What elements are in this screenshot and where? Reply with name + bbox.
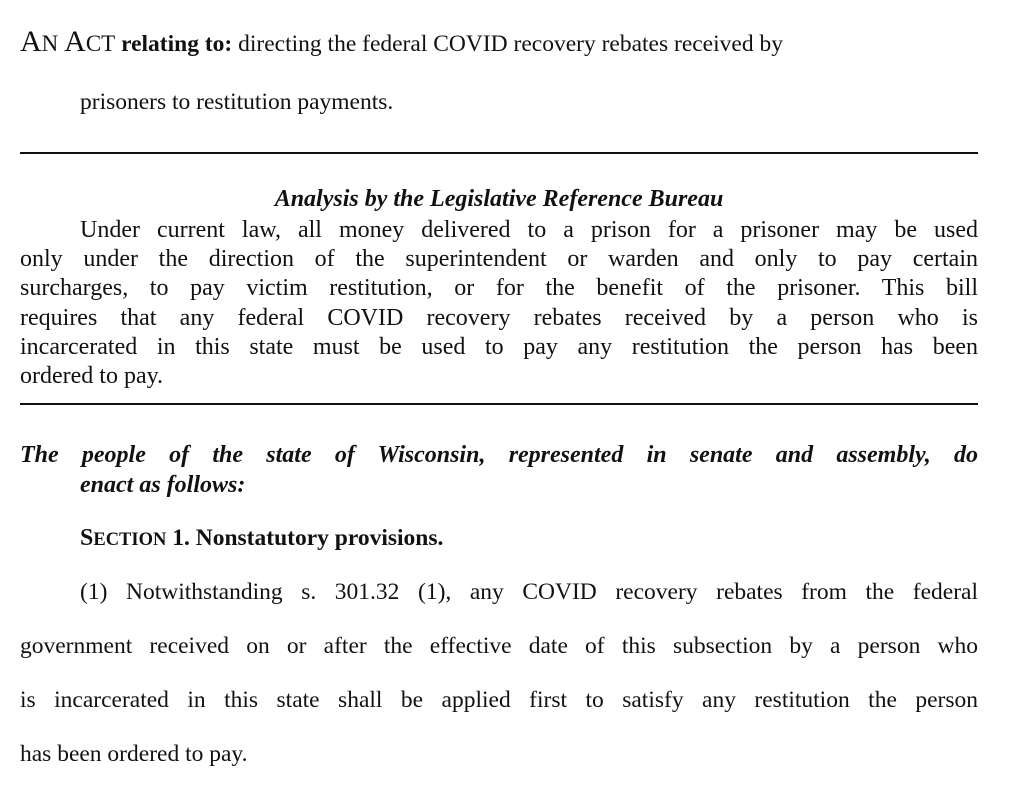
analysis-line: incarcerated in this state must be used to pay any restitution the person has been bbox=[20, 333, 978, 360]
section-heading bbox=[80, 521, 443, 557]
enacting-clause-line1: The people of the state of Wisconsin, represented in senate and assembly, do bbox=[20, 442, 978, 468]
title-text-line2: prisoners to restitution payments. bbox=[80, 89, 394, 115]
analysis-line: surcharges, to pay victim restitution, or for the benefit of the prisoner. This bill bbox=[20, 275, 978, 302]
section-word-rest: ECTION bbox=[93, 530, 167, 550]
an-word: AN bbox=[20, 25, 59, 58]
section-line: has been ordered to pay. bbox=[20, 741, 248, 767]
section-line: government received on or after the effective date of this subsection by a person who bbox=[20, 633, 978, 659]
section-line: is incarcerated in this state shall be applied first to satisfy any restitution the person bbox=[20, 687, 978, 713]
divider-bottom bbox=[20, 403, 978, 405]
section-number: 1. bbox=[172, 525, 190, 551]
analysis-heading: Analysis by the Legislative Reference Bureau bbox=[274, 186, 724, 212]
enacting-clause bbox=[20, 440, 978, 500]
section-line: (1) Notwithstanding s. 301.32 (1), any COVID recovery rebates from the federal bbox=[80, 579, 978, 605]
an-act-label bbox=[20, 25, 115, 58]
section-body bbox=[20, 574, 978, 790]
analysis-line: requires that any federal COVID recovery rebates received by a person who is bbox=[20, 304, 978, 331]
title-text-line1: directing the federal COVID recovery rebates received by bbox=[238, 31, 783, 57]
relating-to-label: relating to: bbox=[121, 31, 233, 57]
section-title: Nonstatutory provisions. bbox=[195, 525, 444, 551]
enacting-clause-line2: enact as follows: bbox=[80, 472, 246, 498]
divider-top bbox=[20, 152, 978, 154]
bill-title bbox=[20, 22, 978, 64]
section-word-initial: S bbox=[80, 525, 94, 551]
analysis-line: only under the direction of the superintendent or warden and only to pay certain bbox=[20, 246, 978, 273]
act-word: ACT bbox=[64, 25, 116, 58]
analysis-line: ordered to pay. bbox=[20, 362, 164, 389]
analysis-line: Under current law, all money delivered to a prison for a prisoner may be used bbox=[80, 217, 978, 243]
analysis-body bbox=[20, 216, 978, 391]
